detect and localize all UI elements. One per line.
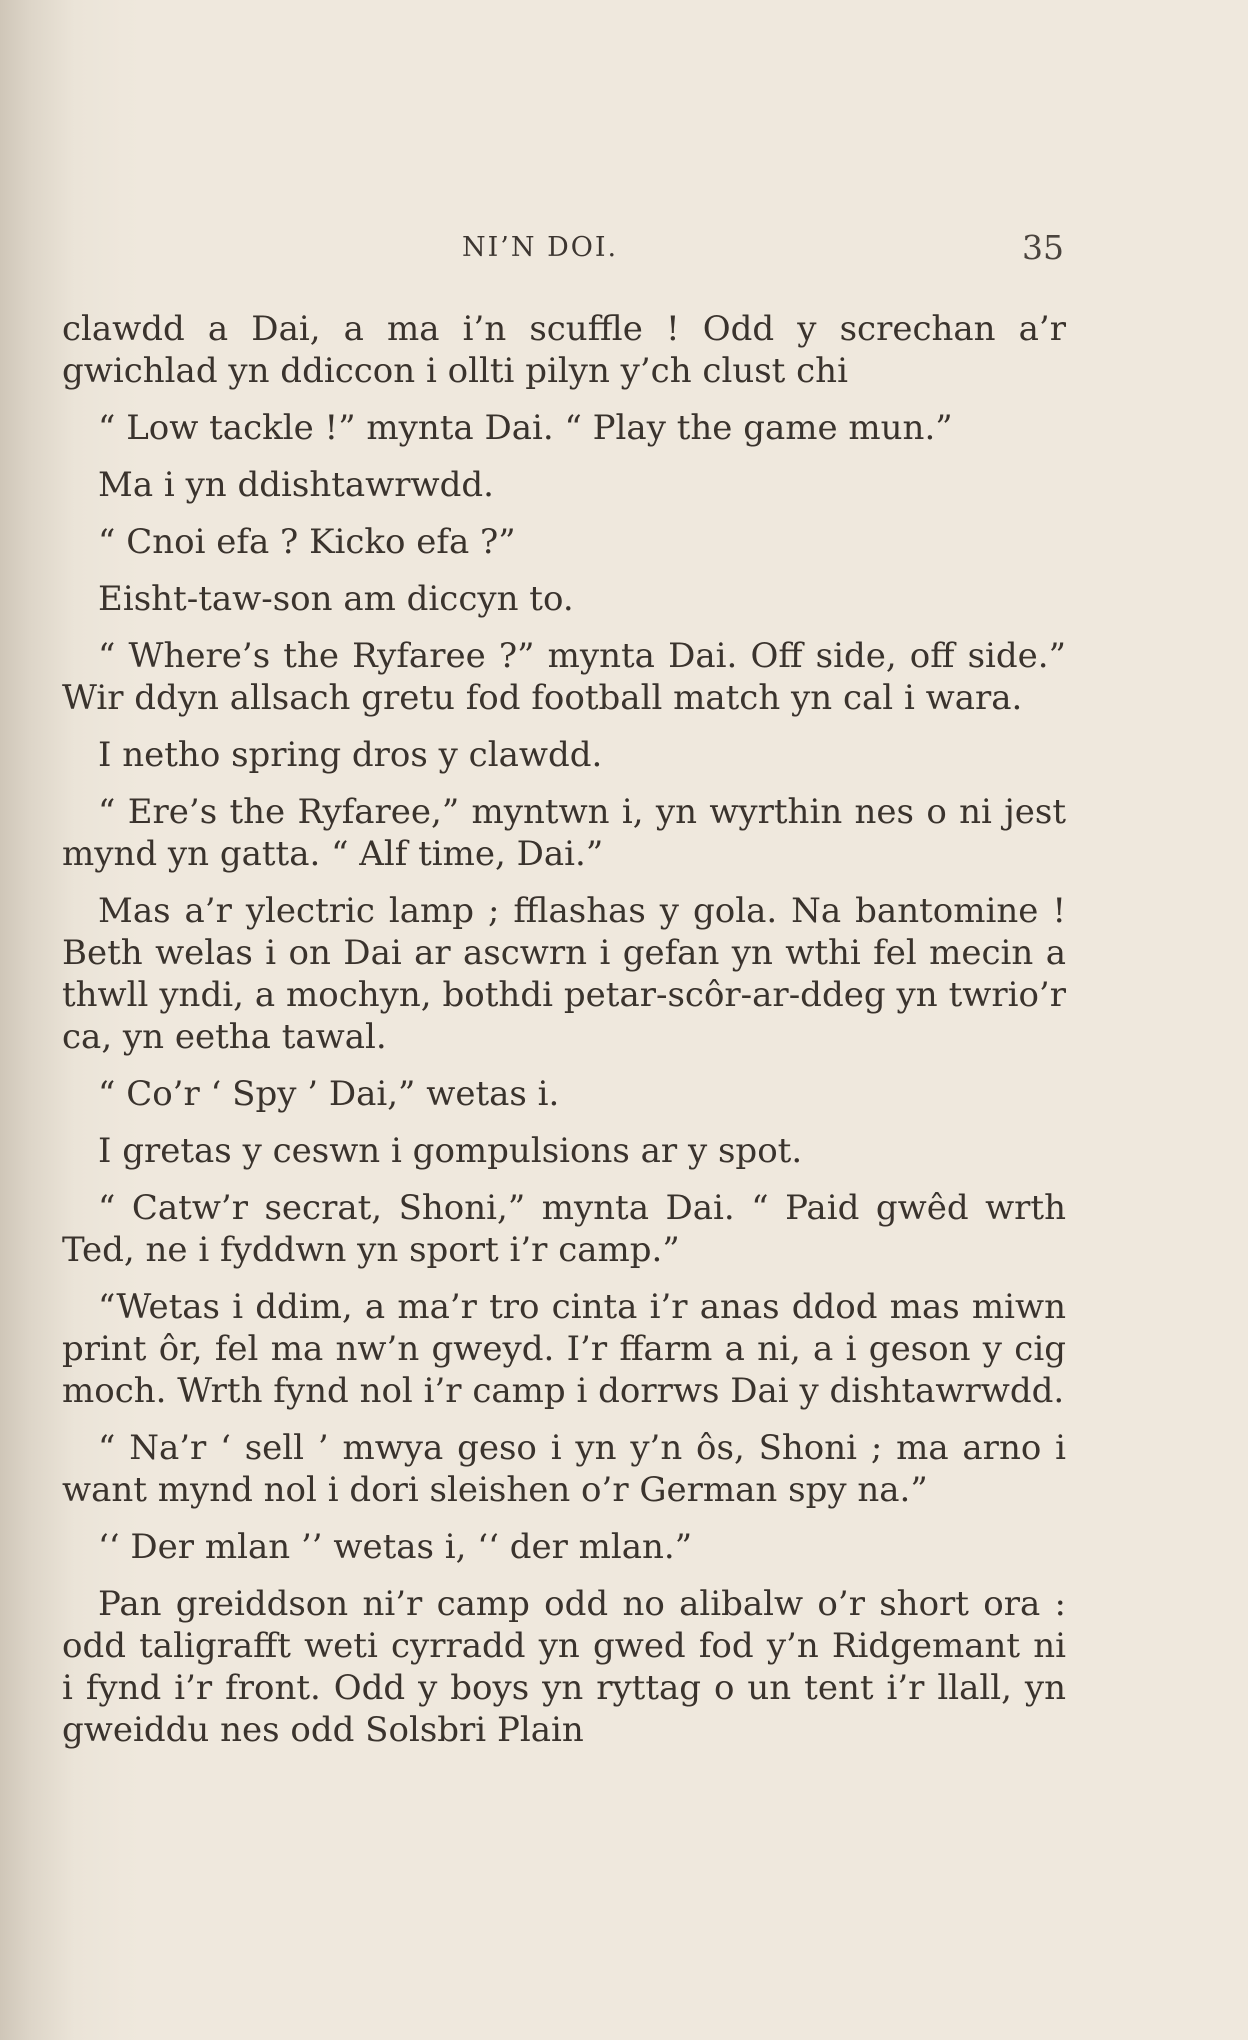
paragraph: ‘‘ Der mlan ’’ wetas i, ‘‘ der mlan.”	[98, 1527, 693, 1567]
page-header	[462, 228, 1064, 272]
paragraph: “ Catw’r secrat, Shoni,” mynta Dai. “ Paid gwêd wrth Ted, ne i fyddwn yn sport i’r camp.”	[62, 1188, 1066, 1270]
paragraph: Eisht-taw-son am diccyn to.	[98, 579, 574, 619]
running-title: NI’N DOI.	[462, 232, 619, 263]
paragraph: “ Low tackle !” mynta Dai. “ Play the game mun.”	[98, 408, 953, 448]
paragraph: “ Where’s the Ryfaree ?” mynta Dai. Off side, off side.” Wir ddyn allsach gretu fod football match yn cal i wara.	[62, 636, 1066, 718]
paragraph: “ Cnoi efa ? Kicko efa ?”	[98, 522, 516, 562]
paragraph: Ma i yn ddishtawrwdd.	[98, 465, 494, 505]
body-text	[62, 308, 1066, 1751]
paragraph: I gretas y ceswn i gompulsions ar y spot.	[98, 1131, 803, 1171]
paragraph: “Wetas i ddim, a ma’r tro cinta i’r anas ddod mas miwn print ôr, fel ma nw’n gweyd. I’r ffarm a ni, a i geson y cig moch. Wrth fynd nol i’r camp i dorrws Dai y dishtawrwdd.	[62, 1287, 1066, 1411]
paragraph: clawdd a Dai, a ma i’n scuffle ! Odd y screchan a’r gwichlad yn ddiccon i ollti pilyn y’ch clust chi	[62, 309, 1066, 391]
paragraph: I netho spring dros y clawdd.	[98, 735, 603, 775]
page-number: 35	[1022, 228, 1064, 267]
paragraph: Pan greiddson ni’r camp odd no alibalw o’r short ora : odd taligrafft weti cyrradd yn gwed fod y’n Ridgemant ni i fynd i’r front. Odd y boys yn ryttag o un tent i’r llall, yn gweiddu nes odd Solsbri Plain	[62, 1584, 1066, 1750]
paragraph: “ Ere’s the Ryfaree,” myntwn i, yn wyrthin nes o ni jest mynd yn gatta. “ Alf time, Dai.”	[62, 792, 1066, 874]
paragraph: “ Na’r ‘ sell ’ mwya geso i yn y’n ôs, Shoni ; ma arno i want mynd nol i dori sleishen o’r German spy na.”	[62, 1428, 1066, 1510]
paragraph: “ Co’r ‘ Spy ’ Dai,” wetas i.	[98, 1074, 560, 1114]
paragraph: Mas a’r ylectric lamp ; fflashas y gola. Na bantomine ! Beth welas i on Dai ar ascwrn i gefan yn wthi fel mecin a thwll yndi, a mochyn, bothdi petar-scôr-ar-ddeg yn twrio’r ca, yn eetha tawal.	[62, 891, 1066, 1057]
